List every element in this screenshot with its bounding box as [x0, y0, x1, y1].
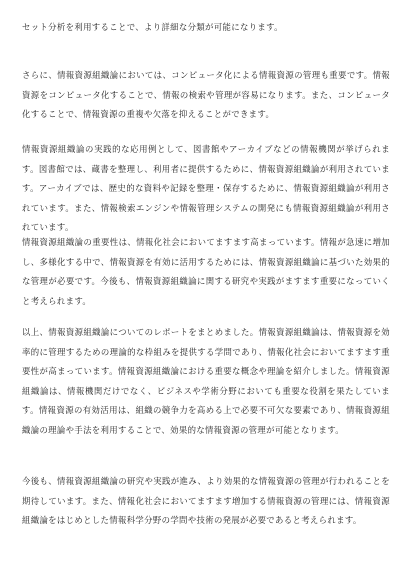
paragraph-importance: 情報資源組織論の重要性は、情報化社会においてますます高まっています。情報が急速に増加し、多様化する中で、情報資源を有効に活用するためには、情報資源組織論に基づいた効果的な管理が必要です。今後も、情報資源組織論に関する研究や実践がますます重要になっていくと考えられます。: [22, 237, 390, 306]
paragraph-computerization: さらに、情報資源組織論においては、コンピュータ化による情報資源の管理も重要です。情報資源をコンピュータ化することで、情報の検索や管理が容易になります。また、コンピュータ化することで、情報資源の重複や欠落を抑えることができます。: [22, 70, 390, 119]
paragraph-applications: 情報資源組織論の実践的な応用例として、図書館やアーカイブなどの情報機関が挙げられます。図書館では、蔵書を整理し、利用者に提供するために、情報資源組織論が利用されています。アーカイブでは、歴史的な資料や記録を整理・保存するために、情報資源組織論が利用されています。また、情報検索エンジンや情報管理システムの開発にも情報資源組織論が利用されています。: [22, 144, 390, 232]
paragraph-set-analysis: セット分析を利用することで、より詳細な分類が可能になります。: [22, 22, 283, 32]
paragraph-outlook: 今後も、情報資源組織論の研究や実践が進み、より効果的な情報資源の管理が行われることを期待しています。また、情報化社会においてますます増加する情報資源の管理には、情報資源組織論をはじめとした情報科学分野の学問や技術の発展が必要であると考えられます。: [22, 476, 390, 525]
paragraph-summary: 以上、情報資源組織論についてのレポートをまとめました。情報資源組織論は、情報資源を効率的に管理するための理論的な枠組みを提供する学問であり、情報化社会においてますます重要性が高まっています。情報資源組織論における重要な概念や理論を紹介しました。情報資源組織論は、情報機関だけでなく、ビジネスや学術分野においても重要な役割を果たしています。情報資源の有効活用は、組織の競争力を高める上で必要不可欠な要素であり、情報資源組織論の理論や手法を利用することで、効果的な情報資源の管理が可能となります。: [22, 327, 390, 435]
